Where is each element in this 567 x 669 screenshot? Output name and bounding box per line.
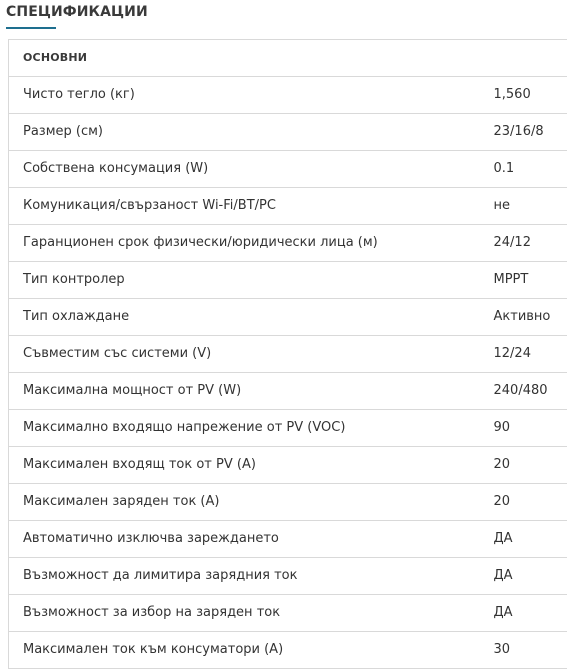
spec-label: Максимална мощност от PV (W) <box>9 373 488 410</box>
table-row <box>9 484 567 521</box>
table-row <box>9 595 567 632</box>
spec-value: 20 <box>488 484 567 521</box>
spec-label: Максимален ток към консуматори (A) <box>9 632 488 669</box>
section-title: СПЕЦИФИКАЦИИ <box>6 4 148 20</box>
specs-table <box>8 39 567 669</box>
spec-label: Чисто тегло (кг) <box>9 77 488 114</box>
spec-value: 20 <box>488 447 567 484</box>
table-row <box>9 299 567 336</box>
group-label: ОСНОВНИ <box>9 40 567 77</box>
table-row <box>9 262 567 299</box>
table-row <box>9 632 567 669</box>
spec-label: Възможност да лимитира зарядния ток <box>9 558 488 595</box>
section-header <box>6 0 567 36</box>
table-row <box>9 225 567 262</box>
spec-value: 24/12 <box>488 225 567 262</box>
table-row <box>9 521 567 558</box>
spec-label: Собствена консумация (W) <box>9 151 488 188</box>
spec-value: не <box>488 188 567 225</box>
spec-value: MPPT <box>488 262 567 299</box>
table-group-header <box>9 40 567 77</box>
table-row <box>9 336 567 373</box>
spec-label: Възможност за избор на заряден ток <box>9 595 488 632</box>
section-title-underline <box>6 27 56 29</box>
spec-label: Гаранционен срок физически/юридически лица (м) <box>9 225 488 262</box>
spec-label: Съвместим със системи (V) <box>9 336 488 373</box>
spec-label: Автоматично изключва зареждането <box>9 521 488 558</box>
table-row <box>9 114 567 151</box>
spec-value: 12/24 <box>488 336 567 373</box>
spec-label: Максимален заряден ток (A) <box>9 484 488 521</box>
spec-value: ДА <box>488 521 567 558</box>
table-row <box>9 558 567 595</box>
spec-value: 0.1 <box>488 151 567 188</box>
table-row <box>9 151 567 188</box>
spec-label: Тип охлаждане <box>9 299 488 336</box>
spec-label: Максимално входящо напрежение от PV (VOC) <box>9 410 488 447</box>
spec-value: 23/16/8 <box>488 114 567 151</box>
spec-value: 30 <box>488 632 567 669</box>
spec-label: Тип контролер <box>9 262 488 299</box>
table-row <box>9 373 567 410</box>
table-row <box>9 410 567 447</box>
spec-value: 240/480 <box>488 373 567 410</box>
table-row <box>9 77 567 114</box>
spec-value: ДА <box>488 558 567 595</box>
table-row <box>9 447 567 484</box>
spec-label: Максимален входящ ток от PV (A) <box>9 447 488 484</box>
spec-value: 90 <box>488 410 567 447</box>
spec-value: Активно <box>488 299 567 336</box>
spec-label: Размер (см) <box>9 114 488 151</box>
spec-label: Комуникация/свързаност Wi-Fi/BT/PC <box>9 188 488 225</box>
spec-value: 1,560 <box>488 77 567 114</box>
spec-value: ДА <box>488 595 567 632</box>
table-row <box>9 188 567 225</box>
